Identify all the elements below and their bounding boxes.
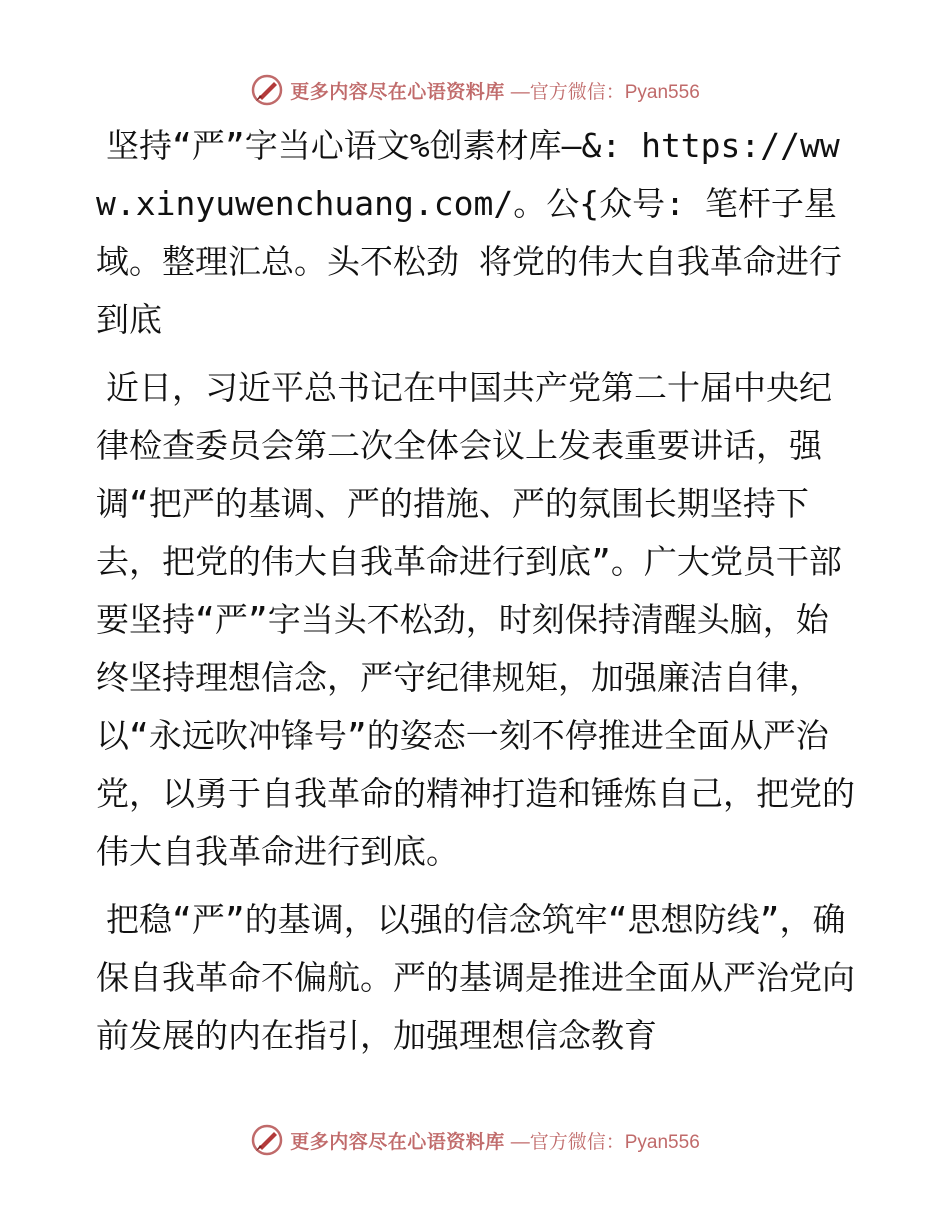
footer-banner-text: 更多内容尽在心语资料库 — [290, 1131, 505, 1153]
paragraph-section: 把稳“严”的基调，以强的信念筑牢“思想防线”，确保自我革命不偏航。严的基调是推进全面从严治党向前发展的内在指引，加强理想信念教育 — [96, 900, 855, 1055]
brand-logo-icon — [250, 1123, 284, 1157]
footer-banner-contact: —官方微信：Pyan556 — [510, 1131, 700, 1153]
footer-watermark-banner — [0, 1120, 950, 1160]
header-banner-text: 更多内容尽在心语资料库 — [290, 81, 505, 103]
header-banner-contact: —官方微信：Pyan556 — [510, 81, 700, 103]
document-body — [96, 117, 856, 1075]
header-watermark-banner — [0, 70, 950, 110]
paragraph-title: 坚持“严”字当心语文%创素材库—&: https://www.xinyuwenchuang.com/。公{众号: 笔杆子星域。整理汇总。头不松劲 将党的伟大自我革命进行到底 — [96, 126, 842, 339]
brand-logo-icon — [250, 73, 284, 107]
paragraph-intro: 近日，习近平总书记在中国共产党第二十届中央纪律检查委员会第二次全体会议上发表重要讲话，强调“把严的基调、严的措施、严的氛围长期坚持下去，把党的伟大自我革命进行到底”。广大党员干部要坚持“严”字当头不松劲，时刻保持清醒头脑，始终坚持理想信念，严守纪律规矩，加强廉洁自律，以“永远吹冲锋号”的姿态一刻不停推进全面从严治党，以勇于自我革命的精神打造和锤炼自己，把党的伟大自我革命进行到底。 — [96, 368, 855, 871]
